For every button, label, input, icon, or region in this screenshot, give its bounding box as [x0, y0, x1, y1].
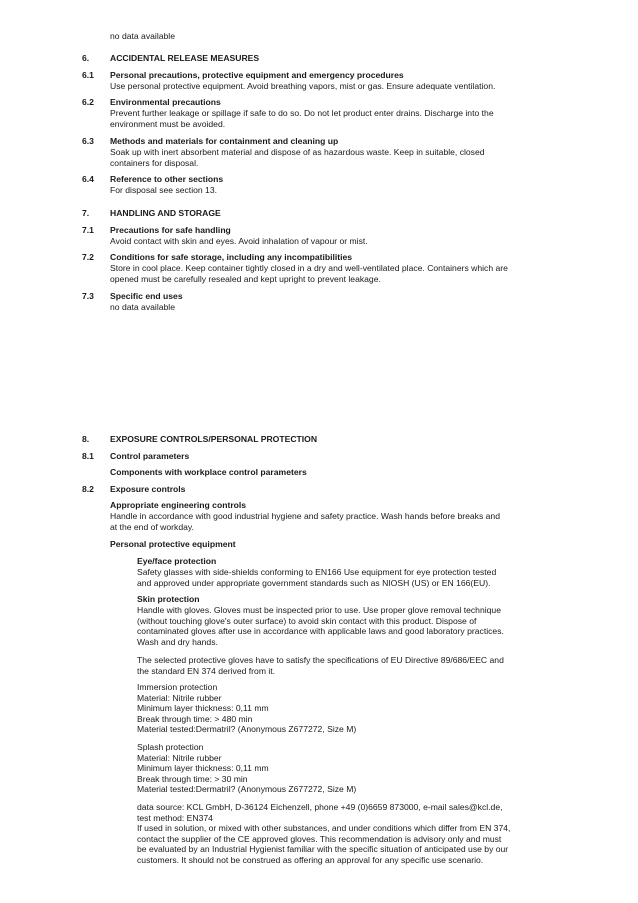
item-6-4-number: 6.4 — [82, 174, 94, 184]
item-7-3-title: Specific end uses — [110, 291, 183, 301]
section-8-number: 8. — [82, 434, 90, 444]
eye-protection-text: Safety glasses with side-shields conforming to EN166 Use equipment for eye protection tested and approved under appropriate government standards such as NIOSH (US) or EN 166(EU). — [137, 567, 497, 588]
item-6-4-text: For disposal see section 13. — [110, 185, 218, 195]
item-8-1-number: 8.1 — [82, 451, 94, 461]
item-7-3-number: 7.3 — [82, 291, 94, 301]
glove-directive-text: The selected protective gloves have to satisfy the specifications of EU Directive 89/686/EEC and the standard EN 374 derived from it. — [137, 655, 504, 676]
item-6-3-number: 6.3 — [82, 136, 94, 146]
item-7-1-title: Precautions for safe handling — [110, 225, 231, 235]
engineering-controls-text: Handle in accordance with good industrial hygiene and safety practice. Wash hands before breaks and at the end of workday. — [110, 511, 500, 532]
item-7-2-title: Conditions for safe storage, including any incompatibilities — [110, 252, 353, 262]
item-6-2-number: 6.2 — [82, 97, 94, 107]
engineering-controls-heading: Appropriate engineering controls — [110, 500, 247, 510]
top-note: no data available — [110, 31, 175, 41]
item-8-2-title: Exposure controls — [110, 484, 186, 494]
item-7-1-text: Avoid contact with skin and eyes. Avoid inhalation of vapour or mist. — [110, 236, 368, 246]
immersion-protection-text: Immersion protection Material: Nitrile rubber Minimum layer thickness: 0,11 mm Break through time: > 480 min Material tested:Dermatril? (Anonymous Z677272, Size M) — [137, 682, 357, 734]
item-7-3-text: no data available — [110, 302, 175, 312]
section-7-title: HANDLING AND STORAGE — [110, 208, 221, 218]
item-6-3-title: Methods and materials for containment and cleaning up — [110, 136, 339, 146]
section-8-title: EXPOSURE CONTROLS/PERSONAL PROTECTION — [110, 434, 318, 444]
section-7-number: 7. — [82, 208, 90, 218]
item-7-1-number: 7.1 — [82, 225, 94, 235]
item-8-2-number: 8.2 — [82, 484, 94, 494]
ppe-heading: Personal protective equipment — [110, 539, 236, 549]
eye-protection-heading: Eye/face protection — [137, 556, 217, 566]
item-6-1-text: Use personal protective equipment. Avoid breathing vapors, mist or gas. Ensure adequate ventilation. — [110, 81, 496, 91]
skin-protection-heading: Skin protection — [137, 594, 200, 604]
skin-protection-text: Handle with gloves. Gloves must be inspected prior to use. Use proper glove removal technique (without touching glove's outer surface) to avoid skin contact with this product. Dispose of contaminated gloves after use in accordance with applicable laws and good laboratory practices. Wash and dry hands. — [137, 605, 504, 647]
item-6-1-number: 6.1 — [82, 70, 94, 80]
workplace-components-heading: Components with workplace control parameters — [110, 467, 307, 477]
item-8-1-title: Control parameters — [110, 451, 190, 461]
section-6-number: 6. — [82, 53, 90, 63]
item-6-4-title: Reference to other sections — [110, 174, 224, 184]
item-6-1-title: Personal precautions, protective equipment and emergency procedures — [110, 70, 404, 80]
item-7-2-text: Store in cool place. Keep container tightly closed in a dry and well-ventilated place. Containers which are opened must be carefully resealed and kept upright to prevent leakage. — [110, 263, 508, 284]
item-6-3-text: Soak up with inert absorbent material and dispose of as hazardous waste. Keep in suitable, closed containers for disposal. — [110, 147, 485, 168]
splash-protection-text: Splash protection Material: Nitrile rubber Minimum layer thickness: 0,11 mm Break through time: > 30 min Material tested:Dermatril? (Anonymous Z677272, Size M) — [137, 742, 357, 794]
item-6-2-title: Environmental precautions — [110, 97, 221, 107]
item-7-2-number: 7.2 — [82, 252, 94, 262]
data-source-text: data source: KCL GmbH, D-36124 Eichenzell, phone +49 (0)6659 873000, e-mail sales@kcl.de, test method: EN374 If used in solution, or mixed with other substances, and under conditions which differ from EN 374, contact the supplier of the CE approved gloves. This recommendation is advisory only and must be evaluated by an Industrial Hygienist familiar with the specific situation of anticipated use by our customers. It should not be construed as offering an approval for any specific use scenario. — [137, 802, 511, 865]
section-6-title: ACCIDENTAL RELEASE MEASURES — [110, 53, 260, 63]
item-6-2-text: Prevent further leakage or spillage if safe to do so. Do not let product enter drains. Discharge into the environment must be avoided. — [110, 108, 494, 129]
